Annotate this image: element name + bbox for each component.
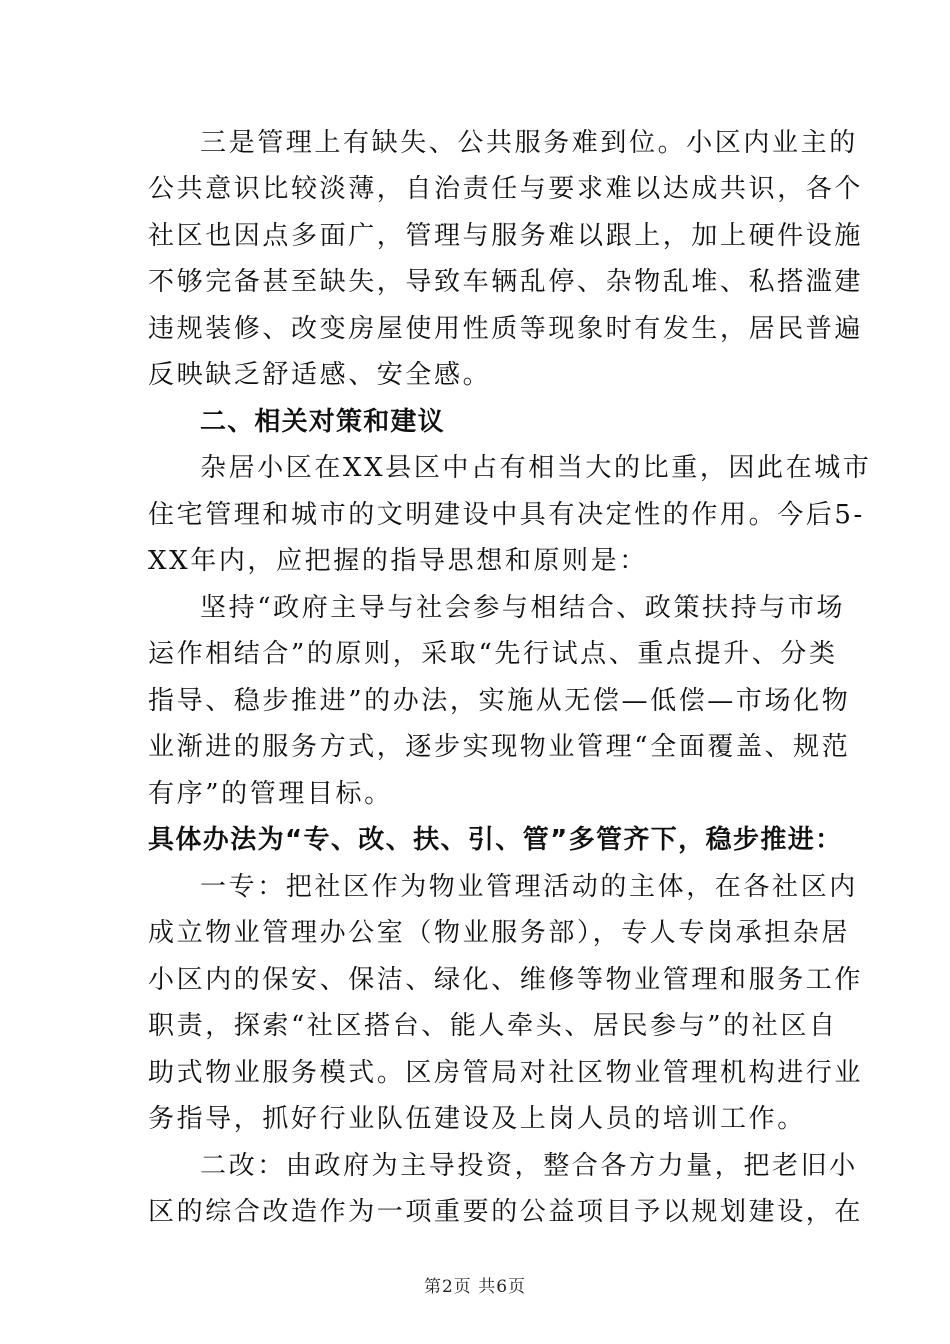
paragraph-line: 成立物业管理办公室（物业服务部），专人专岗承担杂居 bbox=[148, 918, 851, 948]
paragraph-line: 社区也因点多面广，管理与服务难以跟上，加上硬件设施 bbox=[148, 221, 864, 251]
paragraph-line: 务指导，抓好行业队伍建设及上岗人员的培训工作。 bbox=[148, 1104, 806, 1134]
paragraph-line: 小区内的保安、保洁、绿化、维修等物业管理和服务工作 bbox=[148, 965, 864, 995]
paragraph-line: 公共意识比较淡薄，自治责任与要求难以达成共识，各个 bbox=[148, 174, 864, 204]
paragraph-line: 业渐进的服务方式，逐步实现物业管理“全面覆盖、规范 bbox=[148, 732, 851, 762]
paragraph-line: 反映缺乏舒适感、安全感。 bbox=[148, 360, 492, 390]
paragraph-line: 住宅管理和城市的文明建设中具有决定性的作用。今后5- bbox=[148, 500, 865, 530]
paragraph-line: 不够完备甚至缺失，导致车辆乱停、杂物乱堆、私搭滥建 bbox=[148, 267, 864, 297]
paragraph-line: 二改：由政府为主导投资，整合各方力量，把老旧小 bbox=[200, 1151, 858, 1181]
paragraph-line: 违规装修、改变房屋使用性质等现象时有发生，居民普遍 bbox=[148, 314, 864, 344]
paragraph-line: XX年内，应把握的指导思想和原则是： bbox=[148, 546, 648, 576]
paragraph-line: 指导、稳步推进”的办法，实施从无偿—低偿—市场化物 bbox=[148, 686, 851, 716]
paragraph-line: 职责，探索“社区搭台、能人牵头、居民参与”的社区自 bbox=[148, 1011, 838, 1041]
paragraph-line: 杂居小区在XX县区中占有相当大的比重，因此在城市 bbox=[200, 453, 872, 483]
section-heading: 二、相关对策和建议 bbox=[200, 407, 445, 437]
paragraph-line: 助式物业服务模式。区房管局对社区物业管理机构进行业 bbox=[148, 1058, 864, 1088]
paragraph-line: 坚持“政府主导与社会参与相结合、政策扶持与市场 bbox=[200, 593, 846, 623]
paragraph-line: 三是管理上有缺失、公共服务难到位。小区内业主的 bbox=[200, 128, 858, 158]
paragraph-line: 有序”的管理目标。 bbox=[148, 779, 393, 809]
paragraph-line: 区的综合改造作为一项重要的公益项目予以规划建设，在 bbox=[148, 1197, 864, 1227]
paragraph-line: 一专：把社区作为物业管理活动的主体，在各社区内 bbox=[200, 872, 858, 902]
page-number-footer: 第2页 共6页 bbox=[423, 1277, 527, 1297]
subsection-heading: 具体办法为“专、改、扶、引、管”多管齐下，稳步推进： bbox=[148, 825, 843, 855]
paragraph-line: 运作相结合”的原则，采取“先行试点、重点提升、分类 bbox=[148, 639, 838, 669]
